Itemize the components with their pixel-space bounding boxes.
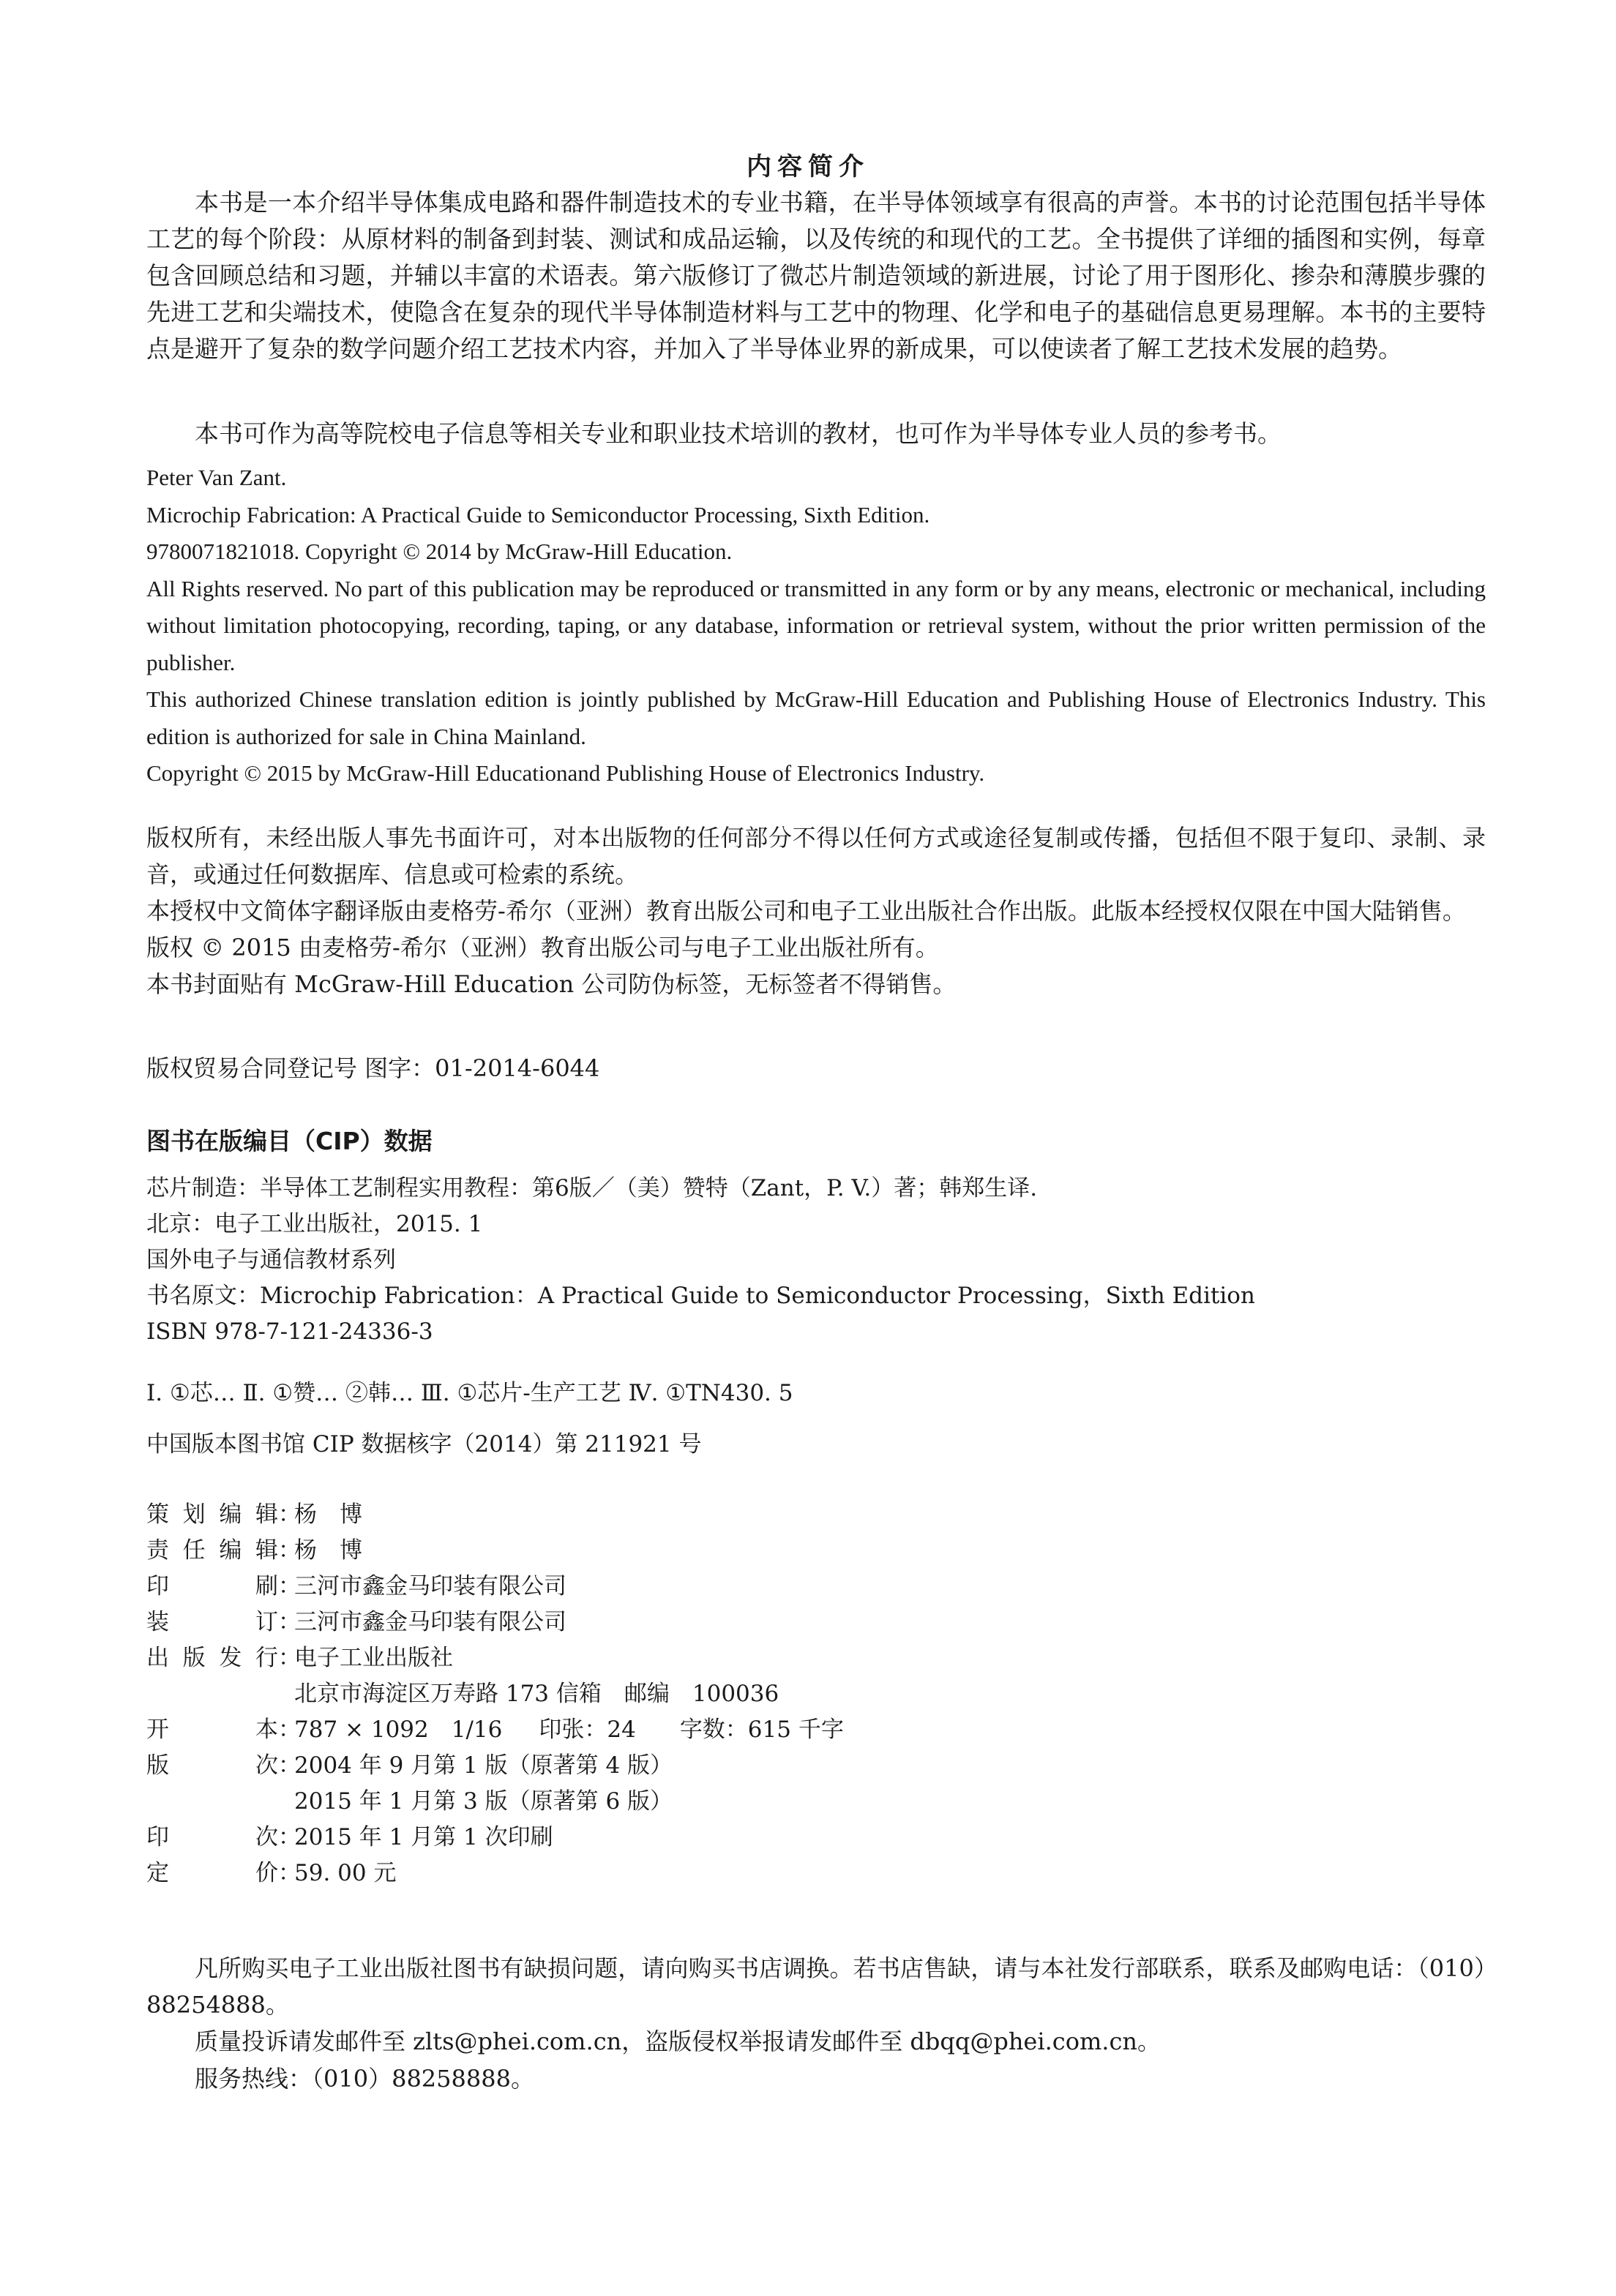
info-label: 印 刷 — [146, 1573, 278, 1599]
info-row-impression: 印 次：2015 年 1 月第 1 次印刷 — [146, 1820, 1486, 1856]
cip-line-1: 芯片制造：半导体工艺制程实用教程：第6版／（美）赞特（Zant，P. V.）著；韩郑生译. — [146, 1175, 1038, 1201]
info-row-responsible-editor: 责任编辑：杨 博 — [146, 1533, 1486, 1569]
info-row-format: 开 本：787 × 1092 1/16 印张：24 字数：615 千字 — [146, 1712, 1486, 1748]
notice-line-3: 服务热线：（010）88258888。 — [195, 2065, 534, 2093]
info-value: 北京市海淀区万寿路 173 信箱 邮编 100036 — [294, 1681, 779, 1707]
info-value: 三河市鑫金马印装有限公司 — [294, 1609, 566, 1635]
chinese-rights-block — [146, 819, 1486, 1002]
info-row-binding: 装 订：三河市鑫金马印装有限公司 — [146, 1605, 1486, 1640]
cip-line-4: 书名原文：Microchip Fabrication：A Practical Guide to Semiconductor Processing，Sixth Edition — [146, 1283, 1255, 1309]
info-label: 责任编辑 — [146, 1537, 278, 1564]
info-label: 开 本 — [146, 1717, 278, 1743]
intro-paragraph: 本书是一本介绍半导体集成电路和器件制造技术的专业书籍，在半导体领域享有很高的声誉。本书的讨论范围包括半导体工艺的每个阶段：从原材料的制备到封装、测试和成品运输，以及传统的和现代的工艺。全书提供了详细的插图和实例，每章包含回顾总结和习题，并辅以丰富的术语表。第六版修订了微芯片制造领域的新进展，讨论了用于图形化、掺杂和薄膜步骤的先进工艺和尖端技术，使隐含在复杂的现代半导体制造材料与工艺中的物理、化学和电子的基础信息更易理解。本书的主要特点是避开了复杂的数学问题介绍工艺技术内容，并加入了半导体业界的新成果，可以使读者了解工艺技术发展的趋势。 — [146, 188, 1486, 363]
notice-line-1: 凡所购买电子工业出版社图书有缺损问题，请向购买书店调换。若书店售缺，请与本社发行部联系，联系及邮购电话：（010）88254888。 — [146, 1954, 1486, 2019]
info-row-edition-2 — [146, 1784, 1486, 1820]
cip-heading: 图书在版编目（CIP）数据 — [146, 1127, 433, 1155]
registration-number: 版权贸易合同登记号 图字：01-2014-6044 — [146, 1054, 600, 1082]
info-label: 印 次 — [146, 1824, 278, 1850]
notice-line-2: 质量投诉请发邮件至 zlts@phei.com.cn，盗版侵权举报请发邮件至 dbqq@phei.com.cn。 — [195, 2027, 1162, 2055]
rights-line-1: 版权所有，未经出版人事先书面许可，对本出版物的任何部分不得以任何方式或途径复制或传播，包括但不限于复印、录制、录音，或通过任何数据库、信息或可检索的系统。 — [146, 824, 1486, 888]
info-label: 版 次 — [146, 1752, 278, 1779]
info-label: 策划编辑 — [146, 1501, 278, 1528]
info-row-planning-editor: 策划编辑：杨 博 — [146, 1497, 1486, 1533]
english-copyright-2015: Copyright © 2015 by McGraw-Hill Educationand Publishing House of Electronics Industry. — [146, 760, 985, 786]
info-value: 印张：24 — [539, 1717, 636, 1743]
cip-line-5: ISBN 978-7-121-24336-3 — [146, 1318, 433, 1345]
info-row-printing: 印 刷：三河市鑫金马印装有限公司 — [146, 1569, 1486, 1605]
info-row-price: 定 价：59. 00 元 — [146, 1856, 1486, 1891]
page-title: 内容简介 — [747, 152, 869, 181]
rights-line-4: 本书封面贴有 McGraw-Hill Education 公司防伪标签，无标签者不得销售。 — [146, 970, 957, 998]
info-value: 2015 年 1 月第 3 版（原著第 6 版） — [294, 1788, 673, 1815]
info-value: 电子工业出版社 — [294, 1645, 453, 1671]
info-row-address — [146, 1676, 1486, 1712]
rights-line-2: 本授权中文简体字翻译版由麦格劳-希尔（亚洲）教育出版公司和电子工业出版社合作出版。此版本经授权仅限在中国大陆销售。 — [146, 897, 1466, 925]
rights-line-3: 版权 © 2015 由麦格劳-希尔（亚洲）教育出版公司与电子工业出版社所有。 — [146, 934, 939, 961]
publication-info — [146, 1497, 1486, 1891]
info-label: 定 价 — [146, 1860, 278, 1886]
info-row-publisher: 出版发行：电子工业出版社 — [146, 1640, 1486, 1676]
cip-line-2: 北京：电子工业出版社，2015. 1 — [146, 1211, 483, 1237]
english-copyright-block — [146, 459, 1486, 792]
info-value: 2004 年 9 月第 1 版（原著第 4 版） — [294, 1752, 673, 1779]
english-authorization: This authorized Chinese translation edition is jointly published by McGraw-Hill Education and Publishing House of Electronics Industry. This edition is authorized for sale in China Mainland. — [146, 686, 1486, 749]
info-value: 杨 博 — [294, 1501, 362, 1528]
info-label: 装 订 — [146, 1609, 278, 1635]
cip-classification: Ⅰ. ①芯… Ⅱ. ①赞… ②韩… Ⅲ. ①芯片-生产工艺 Ⅳ. ①TN430. 5 — [146, 1380, 793, 1406]
english-isbn-copyright: 9780071821018. Copyright © 2014 by McGraw-Hill Education. — [146, 539, 733, 564]
english-book-title: Microchip Fabrication: A Practical Guide to Semiconductor Processing, Sixth Edition. — [146, 501, 930, 528]
info-value: 杨 博 — [294, 1537, 362, 1564]
cip-main-block — [146, 1171, 1486, 1350]
info-value: 787 × 1092 1/16 — [294, 1717, 503, 1743]
info-label: 出版发行 — [146, 1645, 278, 1671]
cip-number: 中国版本图书馆 CIP 数据核字（2014）第 211921 号 — [146, 1431, 702, 1457]
cip-line-3: 国外电子与通信教材系列 — [146, 1247, 396, 1273]
info-value: 字数：615 千字 — [679, 1717, 844, 1743]
audience-paragraph: 本书可作为高等院校电子信息等相关专业和职业技术培训的教材，也可作为半导体专业人员的参考书。 — [195, 419, 1282, 448]
info-value: 59. 00 元 — [294, 1860, 397, 1886]
info-value: 2015 年 1 月第 1 次印刷 — [294, 1824, 553, 1850]
info-row-edition: 版 次：2004 年 9 月第 1 版（原著第 4 版） — [146, 1748, 1486, 1784]
english-rights: All Rights reserved. No part of this publication may be reproduced or transmitted in any form or by any means, electronic or mechanical, including without limitation photocopying, recording, taping, or any database, information or retrieval system, without the prior written permission of the publisher. — [146, 575, 1486, 675]
info-value: 三河市鑫金马印装有限公司 — [294, 1573, 566, 1599]
english-author: Peter Van Zant. — [146, 465, 287, 490]
